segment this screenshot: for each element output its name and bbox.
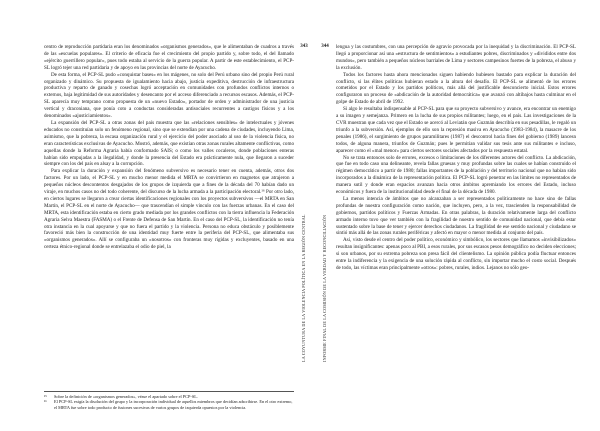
footnote-number: ¹⁵ — [44, 394, 47, 399]
running-head: LA COYUNTURA DE LA VIOLENCIA POLÍTICA EN LA REGIÓN CENTRAL — [301, 214, 306, 362]
right-paragraph: No se trata entonces solo de errores, excesos o limitaciones de los diferentes actores del conflicto. La abdicación, que fue en todo caso una delineante, revela fallas gruesas y muy profundas sobre las cuales se habían construido el régimen democrático a partir de 1980; fallas importantes de la población y del territorio nacional que no habían sido incorporados a la dinámica de la representación política. El PCP-SL logró penetrar en las límites no representados de manera sutil y donde eran espacios avanzan hacia otros ámbitos apremiando los errores del Estado, incluso económicos y fuera de la institucionalidad desde el final de la década de 1980. — [336, 154, 576, 196]
right-paragraph: Todos los factores hasta ahora mencionados siguen habiendo hubiesen bastado para explicar la duración del conflicto, si las élites políticas hubieran estado a la altura del desafío. El PCP-SL se alimentó de los errores cometidos por el Estado y los partidos políticos, más allá del justificable desconcierto inicial. Estos errores configuraron un proceso de «abdicación de la autoridad democrática» que avanzó con altibajos hasta culminar en el golpe de Estado de abril de 1992. — [336, 71, 576, 106]
running-head: INFORME FINAL DE LA COMISIÓN DE LA VERDAD Y RECONCILIACIÓN — [322, 214, 327, 362]
left-paragraph: La expansión del PCP-SL a otras zonas del país muestra que las «relaciones sensibles» de intelectuales y jóvenes educados no constituían solo un fenómeno regional, sino que se extendían por una cadena de ciudades, incluyendo Lima, asimismo, que la pobreza, la escasa organización rural y el ejercicio del poder asociado al uso de la violencia física, no eran características exclusivas de Ayacucho. Mostró, además, que existían otras zonas rurales altamente conflictivas, como aquellas donde la Reforma Agraria había conformado SAIS; o como los valles cocaleros, donde poblaciones enteras habían sido empujadas a la ilegalidad, y donde la presencia del Estado era prácticamente nula, que llegaron a suceder siempre con los del país en alsay a la corrupción. — [44, 119, 294, 168]
left-page-body — [44, 44, 294, 414]
right-page-gutter — [318, 44, 332, 384]
footnote-text: El PCP-SL exigía la disolución del grupo y la incorporación individual de aquellos miembros que decidían adscribirse. En el otro extremo, el MRTA fue sobre todo producto de fusiones sucesivas de varios grupos de izquierda opuestos por la violencia. — [54, 399, 293, 410]
footnotes — [44, 391, 294, 410]
left-paragraph: Para explicar la duración y expansión del fenómeno subversivo es necesario tener en cuenta, además, otros dos factores. Por un lado, el PCP-SL y en mucho menor medida el MRTA se convirtieron en magnetos que atrajeron a pequeños núcleos descontentos desgajados de los grupos de izquierda que a fines de la década del 70 habían dado un viraje, en muchos casos no del todo coherente, del discurso de la lucha armada a la participación electoral.¹⁶ Por otro lado, en ciertos lugares se llegaron a crear ciertas identificaciones regionales con los proyectos subversivos —el MRTA en San Martín, el PCP-SL en el norte de Ayacucho— que trascendían el simple vínculo con las fuerzas urbanas. En el caso del MRTA, esta identificación estaba en cierto grado mediada por los grandes conflictos con la tierra influencia la Federación Agraria Selva Maestra (FASMA) o el Frente de Defensa de San Martín. En el caso del PCP-SL, la identificación no tenía otra instancia en la cual apoyarse y que no fuera el partido y la violencia. Persona no educa obstáculo y posiblemente favoreció más bien la construcción de una identidad muy fuerte entre la periferia del PCP-SL, que alimentaba sus «organismos generados». Allí se configuraba un «nosotros» con fronteras muy rígidas y excluyentes, basado en una certeza étnico-regional donde se entrelazaba el odio de piel, la — [44, 168, 294, 251]
left-paragraph: centro de reproducción partidaria eran los denominados «organismos generados», que le alimentaban de cuadros a través de las «escuelas populares». El criterio de eficacia fue el crecimiento del propio partido y, sobre todo, el del llamado «ejército guerrillero popular», pues todo estaba al servicio de la guerra popular. A partir de este establecimiento, el PCP-SL logró tejer una red partidaria y de apoyo en las provincias del norte de Ayacucho. — [44, 44, 294, 71]
page-number: 344 — [321, 44, 329, 49]
left-paragraph: De esta forma, el PCP-SL pudo «conquistar bases» en los mágenes, no solo del Perú urbano sino del propio Perú rural organizado y dinámico. Su propuesta de igualamiento hacia abajo, justicia expeditiva, destrucción de infraestructura productiva y reparto de ganado y cosechas logró acceptación en comunidades con profundos conflictos internos o externos, baja legitimidad de sus autoridades y desencanto por el acceso diferenciado a recursos escasos. Además, el PCP-SL aparecía muy temprano como propuesta de un «nuevo Estado», portador de orden y administrador de una justicia vertical y draconiana, que ponía coto a conductas consideradas antisociales recurrentes a castigos físicos y a los denominados «ajusticiamientos». — [44, 71, 294, 120]
left-page-gutter — [297, 44, 311, 384]
footnote-text: Sobre la definición de «organismos generados», véase el apartado sobre el PCP-SL. — [54, 394, 198, 399]
page-number: 343 — [300, 44, 308, 49]
footnote-number: ¹⁶ — [44, 399, 47, 405]
right-paragraph: Así, visto desde el centro del poder político, económico y simbólico, los sectores que llamamos «invisibilizados» resultan insignificantes: apenas poco al PBI, a esos rurales, por sus escasos pesos demográfico no deciden elecciones; si son urbanos, por su extrema pobreza son presa fácil del clientelismo. La opinión pública podía fluctuar entonces entre la indiferencia y la exigencia de una solución rápida al conflicto, sin importar mucho el costo social. Después de todo, las víctimas eran principalmente «otros»: pobres, rurales, indios. Lejanos no sólo geo- — [336, 237, 576, 271]
right-paragraph: lengua y las costumbres, con una percepción de agravio provocada por la inequidad y la discriminación. El PCP-SL llegó a proporcionar así una «estructura de sentimientos» a estudiantes pobres, discriminados y «divididos entre dos mundos», pero también a pequeños núcleos barriales de Lima y sectores campesinos fuertes de la pobreza, el abuso y la exclusión. — [336, 44, 576, 71]
footnote — [44, 399, 294, 410]
right-paragraph: Si algo le resultaba indispensable al PCP-SL para que su proyecto subversivo y avance, era encontrar un enemigo a su imagen y semejanza. Primero en la lucha de sus propios militantes; luego, en el país. Las investigaciones de la CVR muestran que cada vez que el Estado se acercó al Leviatán que Guzmán describía en sus pesadillas, le regaló un triunfo a la subversión. Así, ejemplos de ello son la represión masiva en Ayacucho (1983-1984), la masacre de los penales (1986), el surgimiento de grupos paramilitares (1987) el descontrol hacia fines del gobierno (1989) lancesn todos, de alguna manera, triunfos de Guzmán; pues le permitían validar sus tesis ante sus militantes e incluso, aparecer como el «mal menor» para ciertos sectores sociales afectados por la respuesta estatal. — [336, 106, 576, 154]
right-page-body — [336, 44, 576, 424]
right-paragraph: La menos intencia de ámbitos que no alcanzaban a ser representados políticamente no hace sino de fallas profundas de nuestra configuración como nación, que incluyen, pero, a la vez, trascienden la responsabilidad de gobiernos, partidos políticos y Fuerzas Armadas. En otras palabras, la duración relativamente larga del conflicto armado interno tuvo que ver también con la fragilidad de nuestro sentido de comunidad nacional, que debía estar sustentado sobre la base de tener y ejercer derechos ciudadanos. La fragilidad de ese sentido nacional y ciudadano se sintió más allá de las zonas rurales periféricas y afectó en mayor o menor medida al conjunto del país. — [336, 195, 576, 237]
